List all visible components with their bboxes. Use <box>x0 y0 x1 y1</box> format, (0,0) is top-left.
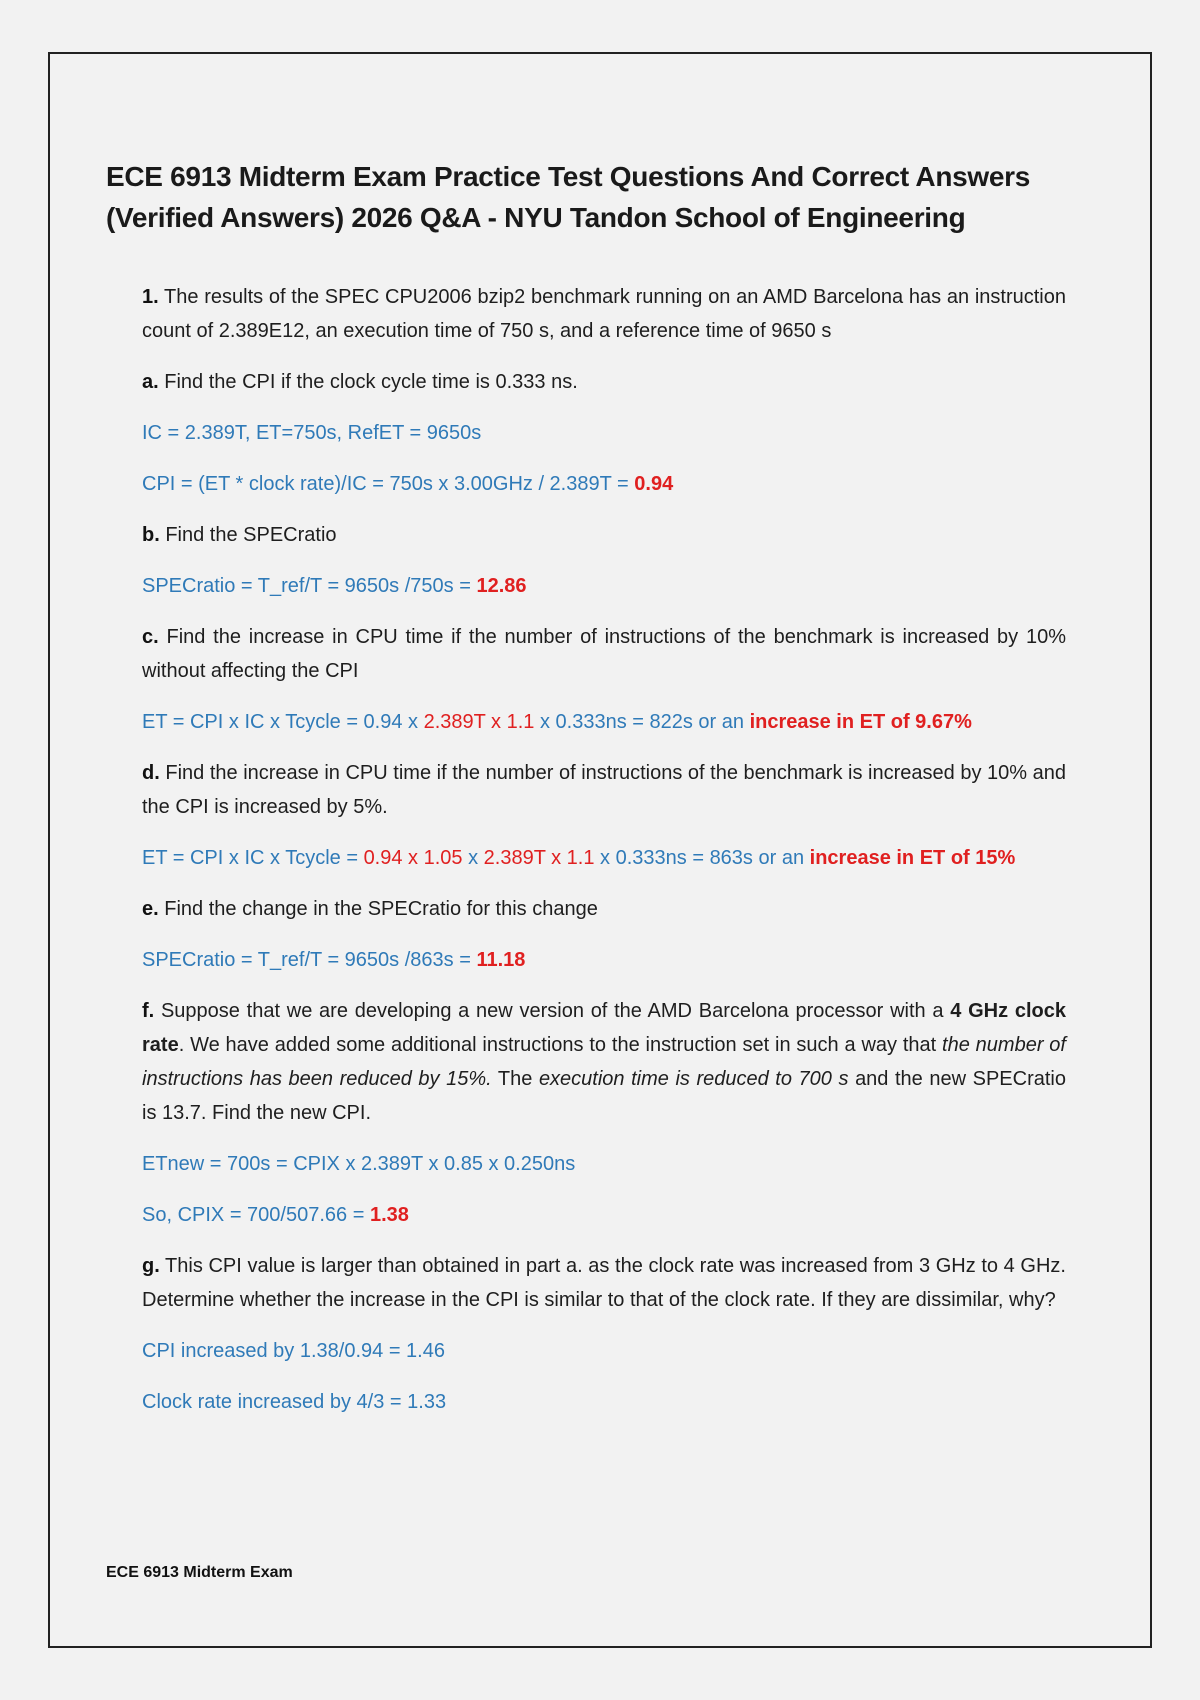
answer-text: So, CPIX = 700/507.66 = <box>142 1204 370 1226</box>
document-body <box>142 280 1066 1436</box>
question-label: a. <box>142 371 159 393</box>
question-b <box>142 518 1066 552</box>
answer-text: ET = CPI x IC x Tcycle = <box>142 847 364 869</box>
answer-c <box>142 705 1066 739</box>
question-label: e. <box>142 898 159 920</box>
answer-e <box>142 943 1066 977</box>
answer-g-1: CPI increased by 1.38/0.94 = 1.46 <box>142 1340 445 1362</box>
answer-result: 11.18 <box>476 949 526 971</box>
question-italic: execution time is reduced to 700 s <box>538 1068 849 1090</box>
answer-highlight: 2.389T x 1.1 <box>483 847 595 869</box>
answer-result: increase in ET of 9.67% <box>749 711 972 733</box>
question-c <box>142 620 1066 688</box>
question-d <box>142 756 1066 824</box>
answer-highlight: 0.94 x 1.05 <box>363 847 463 869</box>
answer-result: 1.38 <box>369 1204 409 1226</box>
document-page <box>48 52 1152 1648</box>
question-text: Find the SPECratio <box>159 524 337 546</box>
answer-g-2: Clock rate increased by 4/3 = 1.33 <box>142 1391 447 1413</box>
answer-result: 12.86 <box>476 575 527 597</box>
answer-result: 0.94 <box>634 473 674 495</box>
question-f <box>142 994 1066 1130</box>
question-label: d. <box>142 762 160 784</box>
question-1 <box>142 280 1066 348</box>
question-text: The <box>491 1068 539 1090</box>
answer-highlight: 2.389T x 1.1 <box>423 711 535 733</box>
answer-f-1: ETnew = 700s = CPIX x 2.389T x 0.85 x 0.250ns <box>142 1153 576 1175</box>
question-label: b. <box>142 524 160 546</box>
question-number: 1. <box>142 286 159 308</box>
answer-text: x <box>462 847 484 869</box>
question-g <box>142 1249 1066 1317</box>
question-label: g. <box>142 1255 160 1277</box>
question-text: . We have added some additional instructions to the instruction set in such a way that <box>178 1034 943 1056</box>
answer-text: x 0.333ns = 822s or an <box>534 711 750 733</box>
question-text: Find the increase in CPU time if the number of instructions of the benchmark is increased by 10% and the CPI is increased by 5%. <box>142 762 1066 818</box>
question-label: c. <box>142 626 159 648</box>
answer-a-1: IC = 2.389T, ET=750s, RefET = 9650s <box>142 422 482 444</box>
answer-d <box>142 841 1066 875</box>
answer-text: SPECratio = T_ref/T = 9650s /750s = <box>142 575 477 597</box>
question-text: and the new SPECratio is 13.7. Find the new CPI. <box>142 1068 1066 1124</box>
answer-f-2 <box>142 1198 1066 1232</box>
question-text: Find the CPI if the clock cycle time is 0.333 ns. <box>158 371 578 393</box>
answer-text: SPECratio = T_ref/T = 9650s /863s = <box>142 949 477 971</box>
answer-text: ET = CPI x IC x Tcycle = 0.94 x <box>142 711 424 733</box>
question-text: This CPI value is larger than obtained in part a. as the clock rate was increased from 3 GHz to 4 GHz. Determine whether the increase in the CPI is similar to that of the clock rate. If they are dissimilar, why? <box>142 1255 1066 1311</box>
page-footer: ECE 6913 Midterm Exam <box>106 1564 293 1581</box>
question-a <box>142 365 1066 399</box>
document-title: ECE 6913 Midterm Exam Practice Test Questions And Correct Answers (Verified Answers) 2026 Q&A - NYU Tandon School of Engineering <box>106 161 1031 233</box>
question-text: Find the increase in CPU time if the number of instructions of the benchmark is increased by 10% without affecting the CPI <box>142 626 1066 682</box>
answer-text: x 0.333ns = 863s or an <box>594 847 810 869</box>
question-text: The results of the SPEC CPU2006 bzip2 benchmark running on an AMD Barcelona has an instruction count of 2.389E12, an execution time of 750 s, and a reference time of 9650 s <box>142 286 1066 342</box>
question-bold: 4 GHz clock rate <box>142 1000 1066 1056</box>
answer-result: increase in ET of 15% <box>809 847 1016 869</box>
question-text: Suppose that we are developing a new version of the AMD Barcelona processor with a <box>154 1000 951 1022</box>
question-label: f. <box>142 1000 155 1022</box>
question-italic: the number of instructions has been reduced by 15%. <box>142 1034 1066 1090</box>
answer-a-2 <box>142 467 1066 501</box>
answer-text: CPI = (ET * clock rate)/IC = 750s x 3.00GHz / 2.389T = <box>142 473 635 495</box>
question-e <box>142 892 1066 926</box>
answer-b <box>142 569 1066 603</box>
question-text: Find the change in the SPECratio for this change <box>158 898 598 920</box>
